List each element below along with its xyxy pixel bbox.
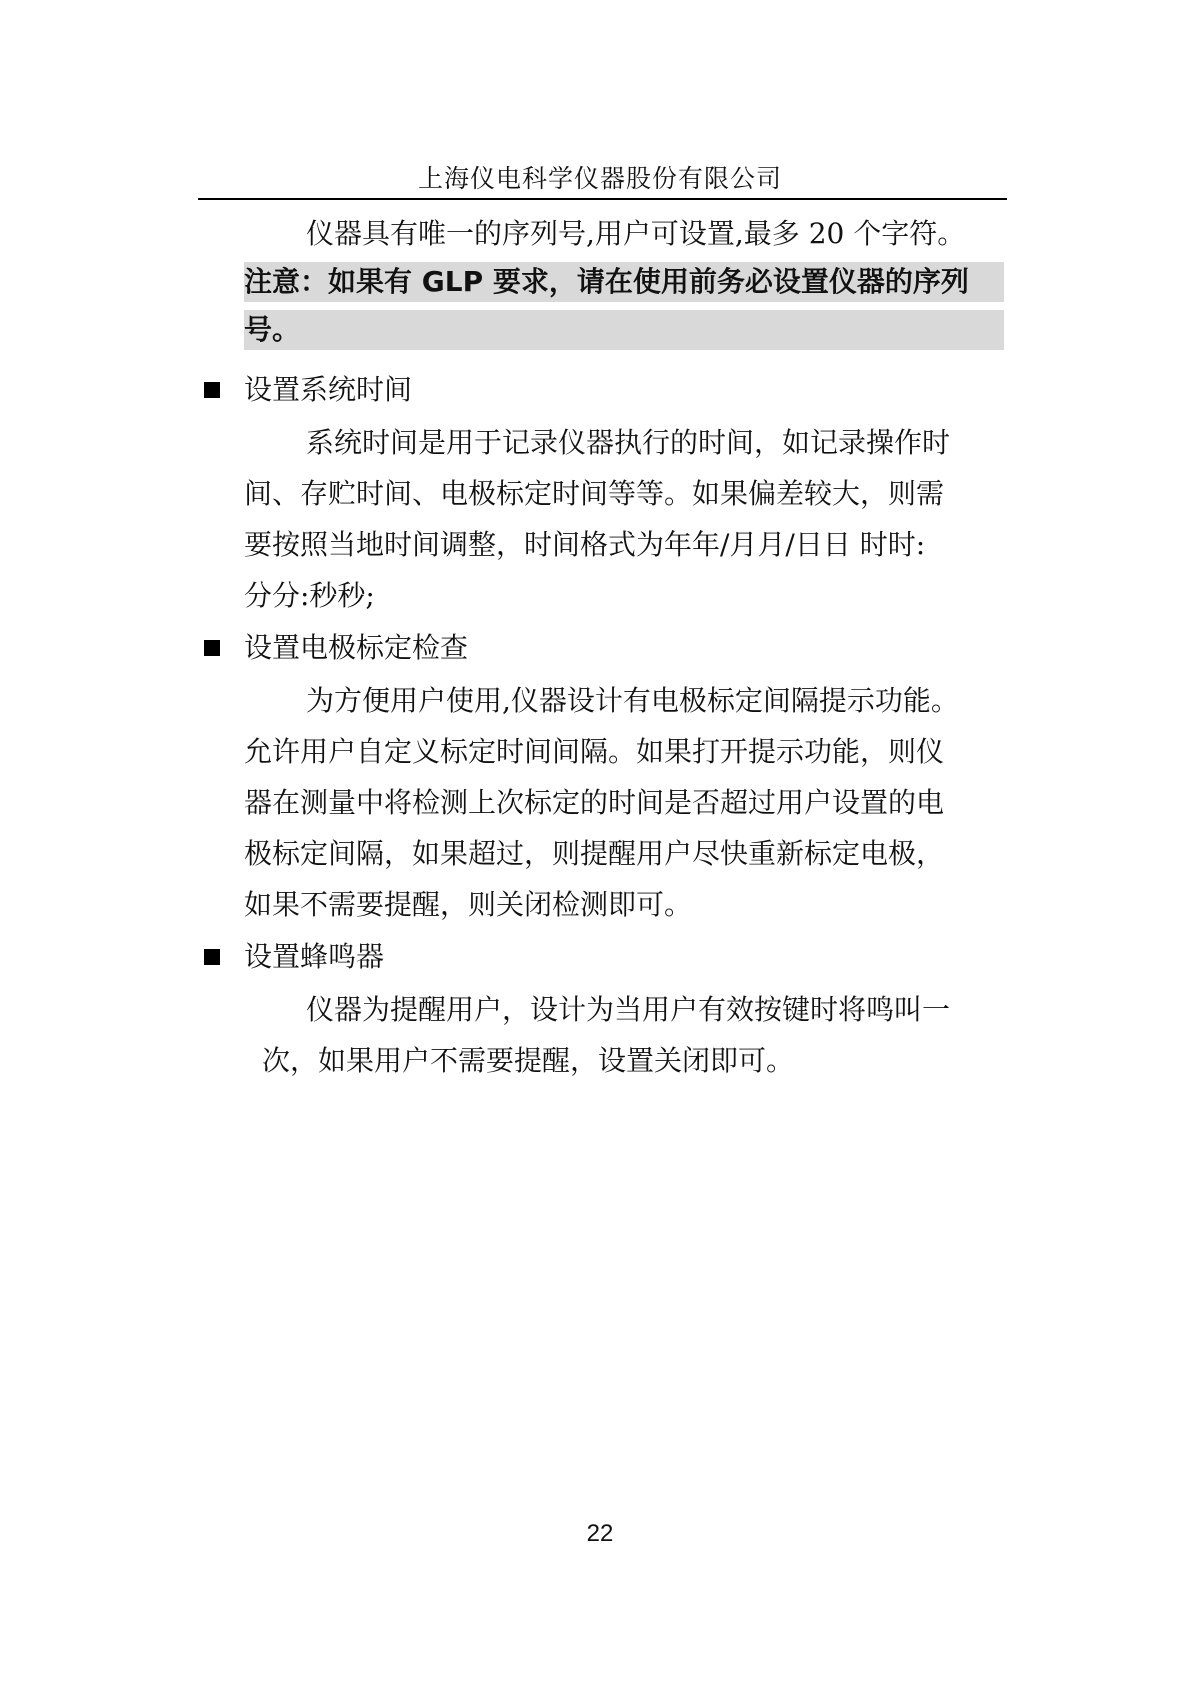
electrode-check-line-5: 如果不需要提醒，则关闭检测即可。 <box>244 888 693 921</box>
glp-note-line-1: 注意：如果有 GLP 要求，请在使用前务必设置仪器的序列 <box>244 262 1004 302</box>
bullet-square-icon <box>204 949 220 965</box>
electrode-check-line-3: 器在测量中将检测上次标定的时间是否超过用户设置的电 <box>244 786 945 819</box>
system-time-line-4: 分分:秒秒; <box>244 579 375 612</box>
section-heading-system-time <box>204 370 412 410</box>
page-number: 22 <box>586 1520 614 1547</box>
serial-number-paragraph: 仪器具有唯一的序列号,用户可设置,最多 20 个字符。 <box>306 217 966 250</box>
section-heading-electrode-check <box>204 628 468 668</box>
electrode-check-line-2: 允许用户自定义标定时间间隔。如果打开提示功能，则仪 <box>244 735 945 768</box>
section-heading-buzzer <box>204 937 384 977</box>
bullet-square-icon <box>204 640 220 656</box>
electrode-check-line-1: 为方便用户使用,仪器设计有电极标定间隔提示功能。 <box>306 684 959 717</box>
bullet-square-icon <box>204 382 220 398</box>
system-time-line-2: 间、存贮时间、电极标定时间等等。如果偏差较大，则需 <box>244 477 945 510</box>
buzzer-line-1: 仪器为提醒用户，设计为当用户有效按键时将鸣叫一 <box>306 993 951 1026</box>
glp-note-line-2: 号。 <box>244 310 1004 350</box>
system-time-line-3: 要按照当地时间调整，时间格式为年年/月月/日日 时时: <box>244 528 926 561</box>
buzzer-line-2: 次，如果用户不需要提醒，设置关闭即可。 <box>262 1044 795 1077</box>
electrode-check-line-4: 极标定间隔，如果超过，则提醒用户尽快重新标定电极， <box>244 837 945 870</box>
section-heading-label: 设置蜂鸣器 <box>244 940 385 973</box>
header-divider <box>198 198 1007 200</box>
section-heading-label: 设置电极标定检查 <box>244 631 469 664</box>
company-name: 上海仪电科学仪器股份有限公司 <box>417 164 782 193</box>
section-heading-label: 设置系统时间 <box>244 373 413 406</box>
system-time-line-1: 系统时间是用于记录仪器执行的时间，如记录操作时 <box>306 426 951 459</box>
